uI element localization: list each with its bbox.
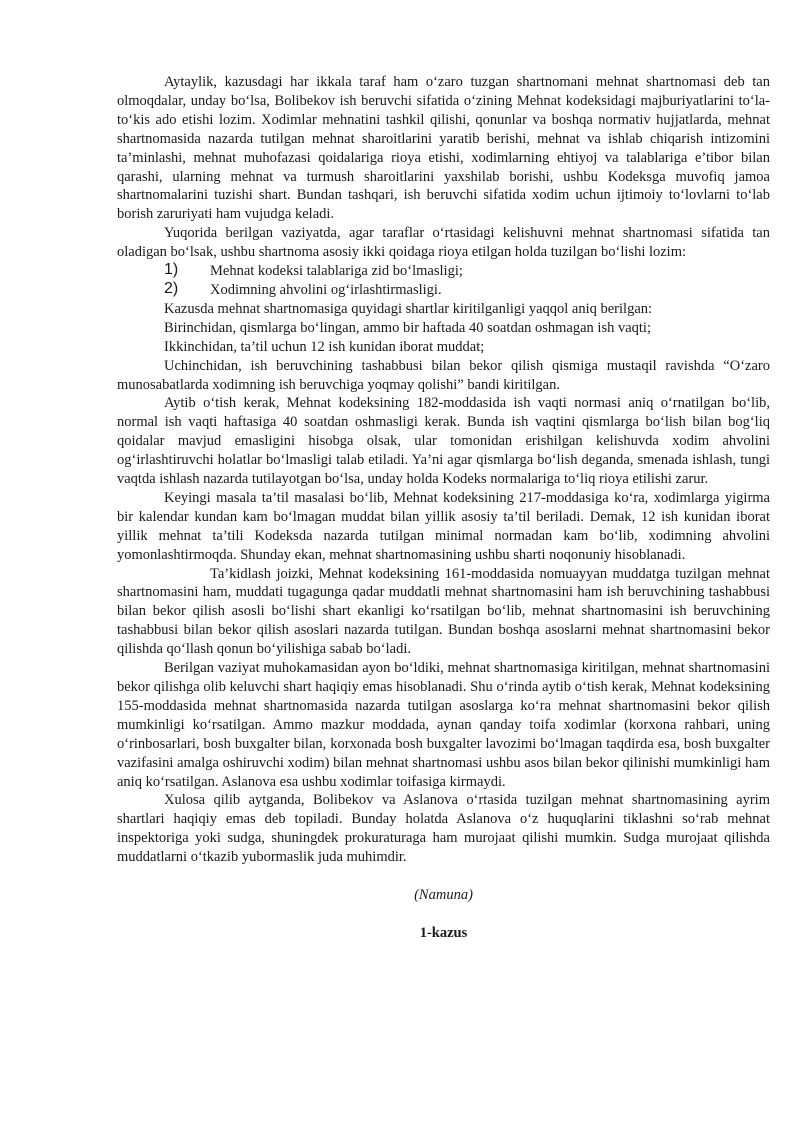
list-number: 2) [164,279,179,297]
paragraph-2: Yuqorida berilgan vaziyatda, agar taraflar o‘rtasidagi kelishuvni mehnat shartnomasi sifatida tan oladigan bo‘lsak, ushbu shartnoma asosiy ikki qoidaga rioya etilgan holda tuzilgan bo‘lishi lozim: [117,225,770,261]
paragraph-1: Aytaylik, kazusdagi har ikkala taraf ham o‘zaro tuzgan shartnomani mehnat shartnomasi deb tan olmoqdalar, unday bo‘lsa, Bolibekov ish beruvchi sifatida o‘zining Mehnat kodeksidagi majburiyatlarini to‘la-to‘kis ado etishi lozim. Xodimlar mehnatini tashkil qilishi, qonunlar va boshqa normativ hujjatlarda, mehnat shartnomasida nazarda tutilgan mehnat sharoitlarini yaratib berishi, mehnat va ishlab chiqarish intizomini ta’minlashi, mehnat muhofazasi qoidalariga rioya etishi, xodimlarning ehtiyoj va talablariga e’tibor bilan qarashi, ularning mehnat va turmush sharoitlarini yaxshilab borishi, ushbu Kodeksga muvofiq jamoa shartnomalarini tuzishi shart. Bundan tashqari, ish beruvchi sifatida xodim uchun ijtimoiy to‘lovlarni to‘lab borish zaruriyati ham vujudga keladi. [117,74,770,223]
paragraph-6: Uchinchidan, ish beruvchining tashabbusi bilan bekor qilish qismiga mustaqil ravishda “O‘zaro munosabatlarda xodimning ish beruvchiga yoqmay qolishi” bandi kiritilgan. [117,357,770,393]
paragraph-11: Xulosa qilib aytganda, Bolibekov va Aslanova o‘rtasida tuzilgan mehnat shartnomasining ayrim shartlari haqiqiy emas deb topiladi. Bunday holatda Aslanova o‘z huquqlarini tiklashni so‘rab mehnat inspektoriga yoki sudga, shuningdek prokuraturaga ham murojaat qilishi mumkin. Sudga murojaat qilishda muddatlarni o‘tkazib yubormaslik juda muhimdir. [117,792,770,866]
namuna-label: (Namuna) [414,887,473,904]
list-item-text: Mehnat kodeksi talablariga zid bo‘lmasligi; [210,263,463,280]
list-item-1 [117,262,770,281]
paragraph-9: Ta’kidlash joizki, Mehnat kodeksining 161-moddasida nomuayyan muddatga tuzilgan mehnat shartnomasini ham, muddati tugagunga qadar muddatli mehnat shartnomasini ham ish beruvchining tashabbusi bilan bekor qilish asosli bo‘lishi shart ekanligi ko‘rsatilgan bo‘lib, mehnat shartnomasini ish beruvchining tashabbusi bilan bekor qilish asoslari nazarda tutilgan. Bundan boshqa asoslarni mehnat shartnomasini bekor qilishda qo‘llash qonun bo‘yilishiga sabab bo‘ladi. [117,565,770,658]
paragraph-3: Kazusda mehnat shartnomasiga quyidagi shartlar kiritilganligi yaqqol aniq berilgan: [164,300,653,317]
paragraph-4: Birinchidan, qismlarga bo‘lingan, ammo bir haftada 40 soatdan oshmagan ish vaqti; [164,319,651,336]
paragraph-5: Ikkinchidan, ta’til uchun 12 ish kunidan iborat muddat; [164,338,485,355]
list-number: 1) [164,261,179,279]
paragraph-8: Keyingi masala ta’til masalasi bo‘lib, Mehnat kodeksining 217-moddasiga ko‘ra, xodimlarga yigirma bir kalendar kundan kam bo‘lmagan muddat bilan yillik asosiy ta’til beriladi. Demak, 12 ish kunidan iborat yillik mehnat ta’tili Kodeksda nazarda tutilgan minimal normadan kam bo‘lib, xodimning ahvolini yomonlashtirmoqda. Shunday ekan, mehnat shartnomasining ushbu sharti noqonuniy hisoblanadi. [117,489,770,563]
list-item-text: Xodimning ahvolini og‘irlashtirmasligi. [210,281,442,298]
kazus-heading: 1-kazus [419,924,468,941]
list-item-2 [117,281,770,300]
paragraph-10: Berilgan vaziyat muhokamasidan ayon bo‘ldiki, mehnat shartnomasiga kiritilgan, mehnat shartnomasini bekor qilishga olib keluvchi shart haqiqiy emas hisoblanadi. Shu o‘rinda aytib o‘tish kerak, Mehnat kodeksining 155-moddasida mehnat shartnomasida nazarda tutilgan asoslarga ko‘ra mehnat shartnomasini bekor qilish mumkinligi ko‘rsatilgan. Ammo mazkur moddada, aynan qanday toifa xodimlar (korxona rahbari, uning o‘rinbosarlari, bosh buxgalter bilan, korxonada bosh buxgalter lavozimi bo‘lmagan taqdirda esa, bosh buxgalter vazifasini amalga oshiruvchi xodim) bilan mehnat shartnomasi ushbu asos bilan bekor qilinishi mumkinligi ham aniq ko‘rsatilgan. Aslanova esa ushbu xodimlar toifasiga kirmaydi. [117,660,770,790]
paragraph-7: Aytib o‘tish kerak, Mehnat kodeksining 182-moddasida ish vaqti normasi aniq o‘rnatilgan bo‘lib, normal ish vaqti haftasiga 40 soatdan oshmasligi kerak. Bunda ish vaqtini qismlarga bo‘lish bilan bog‘liq qoidalar mavjud emasligini hisobga olsak, ular tomonidan erishilgan kelishuvda xodim ahvolini og‘irlashtiruvchi holatlar bo‘lmasligi talab etiladi. Ya’ni agar qismlarga bo‘lish deganda, smenada ishlash, tungi vaqtda ishlash nazarda tutilayotgan bo‘lsa, unday holda Kodeks normalariga to‘liq rioya etilishi zarur. [117,395,770,488]
document-page [117,73,770,943]
